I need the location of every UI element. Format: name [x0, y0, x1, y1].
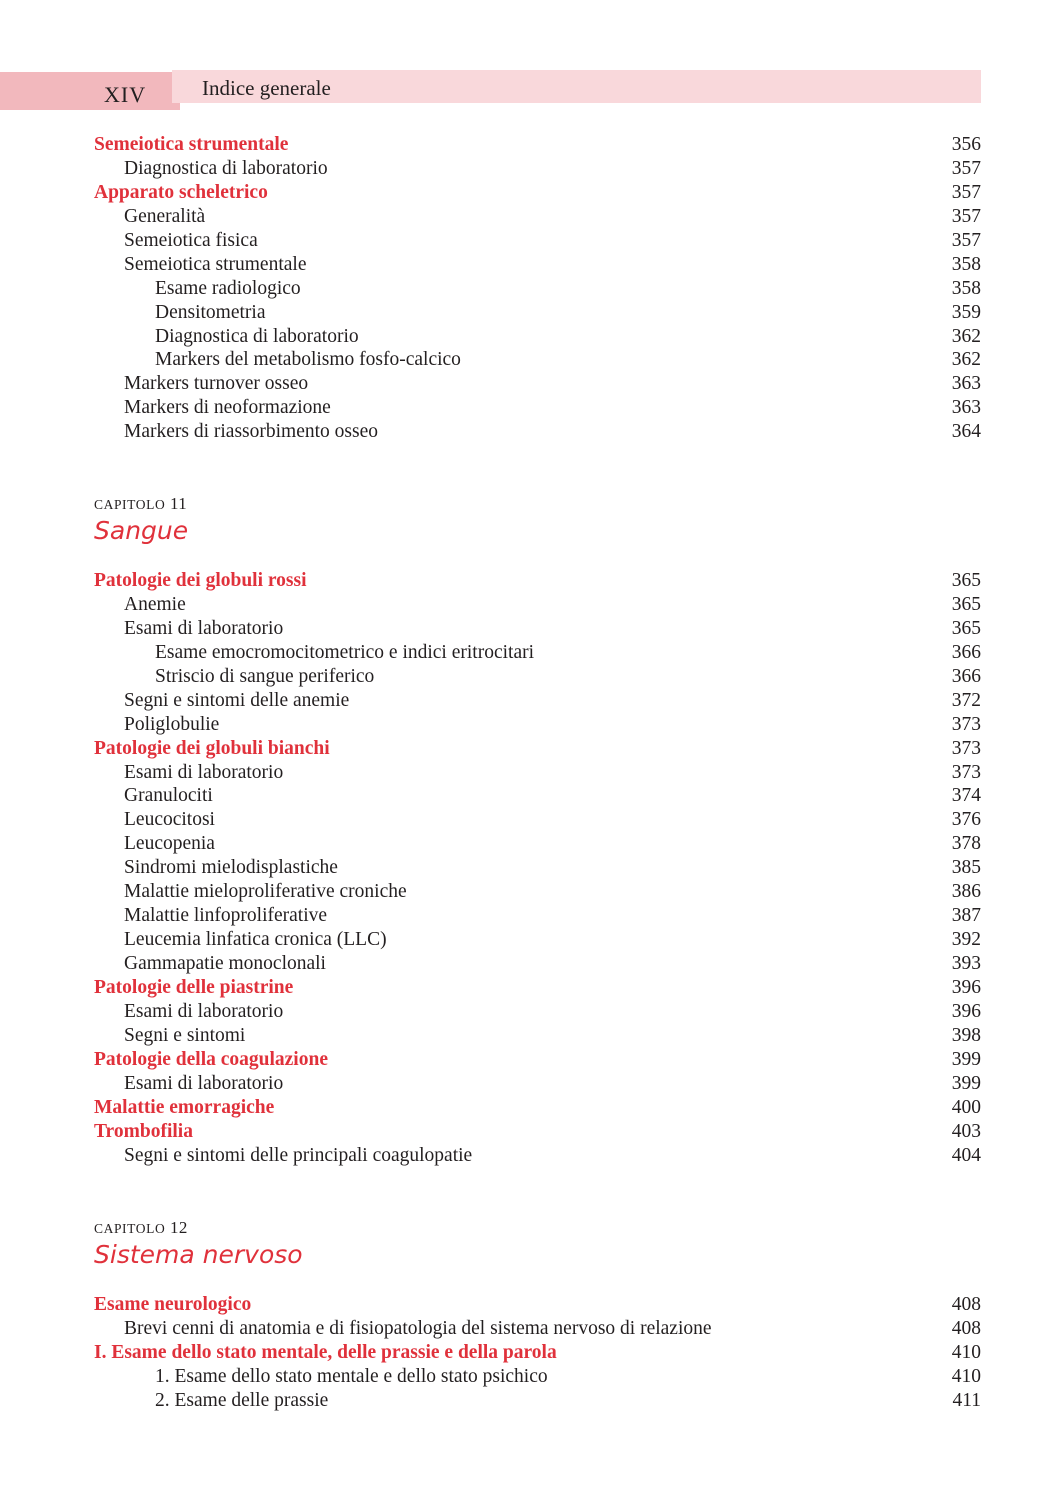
toc-entry-page: 396 — [951, 1000, 981, 1022]
chapter-11-label-word: CAPITOLO — [94, 497, 166, 512]
toc-entry-title: Patologie delle piastrine — [94, 976, 294, 998]
chapter-11-title: Sangue — [94, 516, 189, 545]
toc-entry[interactable] — [94, 1024, 981, 1048]
toc-entry[interactable] — [94, 832, 981, 856]
toc-entry-title: Gammapatie monoclonali — [124, 953, 326, 974]
toc-entry[interactable] — [94, 928, 981, 952]
toc-entry[interactable] — [94, 856, 981, 880]
toc-entry-page: 365 — [951, 570, 981, 591]
toc-entry-title: Striscio di sangue periferico — [155, 665, 375, 687]
toc-entry-title: Generalità — [124, 205, 206, 227]
toc-entry-page: 356 — [951, 134, 981, 155]
toc-entry-page: 357 — [951, 157, 981, 179]
toc-entry-title: Semeiotica fisica — [124, 229, 258, 251]
toc-entry[interactable] — [94, 229, 981, 253]
chapter-12-label — [94, 1217, 188, 1240]
toc-heading-entry[interactable] — [94, 1096, 981, 1120]
toc-entry-title: Leucemia linfatica cronica (LLC) — [124, 929, 387, 951]
toc-entry-page: 404 — [951, 1144, 981, 1166]
toc-section-top — [94, 133, 981, 444]
toc-entry[interactable] — [94, 420, 981, 444]
header-page-number: XIV — [104, 82, 147, 107]
toc-entry[interactable] — [94, 348, 981, 372]
toc-entry-title: Diagnostica di laboratorio — [124, 157, 328, 179]
toc-entry-title: Markers del metabolismo fosfo-calcico — [155, 349, 461, 371]
toc-entry-title: Semeiotica strumentale — [94, 134, 289, 155]
toc-entry-page: 399 — [951, 1072, 981, 1094]
toc-entry-title: Densitometria — [155, 301, 266, 323]
toc-heading-entry[interactable] — [94, 1293, 981, 1317]
toc-entry-title: Malattie emorragiche — [94, 1096, 275, 1118]
chapter-12-label-word: CAPITOLO — [94, 1221, 166, 1236]
toc-entry[interactable] — [94, 301, 981, 325]
toc-entry-page: 410 — [951, 1341, 981, 1363]
toc-entry[interactable] — [94, 904, 981, 928]
toc-entry[interactable] — [94, 689, 981, 713]
toc-entry-title: Trombofilia — [94, 1120, 193, 1142]
toc-entry[interactable] — [94, 1000, 981, 1024]
toc-entry-page: 408 — [951, 1294, 981, 1315]
chapter-12-label-number: 12 — [169, 1218, 188, 1237]
toc-entry-title: Esame neurologico — [94, 1294, 252, 1315]
toc-entry-title: Markers di neoformazione — [124, 397, 331, 419]
toc-entry-page: 362 — [951, 325, 981, 347]
toc-entry[interactable] — [94, 253, 981, 277]
toc-entry-page: 385 — [951, 857, 981, 879]
toc-entry-title: Segni e sintomi delle anemie — [124, 689, 350, 711]
toc-chapter-12 — [94, 1293, 981, 1413]
toc-entry-page: 372 — [951, 689, 981, 711]
toc-entry-title: Esame emocromocitometrico e indici eritrocitari — [155, 641, 535, 663]
toc-entry-page: 363 — [951, 373, 981, 395]
toc-entry[interactable] — [94, 1389, 981, 1413]
toc-entry-page: 410 — [951, 1365, 981, 1387]
toc-entry[interactable] — [94, 641, 981, 665]
toc-heading-entry[interactable] — [94, 976, 981, 1000]
toc-chapter-11 — [94, 569, 981, 1167]
toc-heading-entry[interactable] — [94, 1120, 981, 1144]
toc-entry[interactable] — [94, 617, 981, 641]
toc-entry-title: Malattie linfoproliferative — [124, 905, 328, 927]
toc-heading-entry[interactable] — [94, 569, 981, 593]
toc-entry[interactable] — [94, 784, 981, 808]
toc-entry[interactable] — [94, 372, 981, 396]
toc-entry-title: Patologie dei globuli rossi — [94, 570, 307, 591]
toc-entry-page: 363 — [951, 397, 981, 419]
toc-entry[interactable] — [94, 325, 981, 349]
toc-entry-title: Markers turnover osseo — [124, 373, 309, 395]
toc-entry-page: 357 — [951, 205, 981, 227]
toc-entry-title: Esami di laboratorio — [124, 1072, 284, 1094]
toc-entry[interactable] — [94, 1144, 981, 1168]
toc-entry-page: 365 — [951, 617, 981, 639]
header-band-left — [0, 72, 180, 110]
toc-entry-title: Granulociti — [124, 785, 213, 807]
toc-entry-page: 392 — [951, 929, 981, 951]
toc-entry-page: 357 — [951, 229, 981, 251]
toc-entry-title: Apparato scheletrico — [94, 181, 268, 203]
toc-entry-title: Esami di laboratorio — [124, 1000, 284, 1022]
toc-entry[interactable] — [94, 396, 981, 420]
toc-entry-title: Anemie — [124, 593, 186, 615]
toc-entry[interactable] — [94, 205, 981, 229]
toc-heading-entry[interactable] — [94, 1048, 981, 1072]
toc-entry-title: Leucopenia — [124, 833, 215, 855]
toc-entry-page: 366 — [951, 641, 981, 663]
chapter-12-title: Sistema nervoso — [94, 1240, 303, 1269]
toc-entry-title: Esami di laboratorio — [124, 761, 284, 783]
toc-entry-page: 358 — [951, 253, 981, 275]
toc-entry-title: Segni e sintomi delle principali coagulopatie — [124, 1144, 473, 1166]
toc-entry-title: I. Esame dello stato mentale, delle prassie e della parola — [94, 1341, 557, 1363]
toc-entry-page: 400 — [951, 1096, 981, 1118]
toc-entry-title: Leucocitosi — [124, 809, 215, 831]
toc-heading-entry[interactable] — [94, 1341, 981, 1365]
toc-entry[interactable] — [94, 665, 981, 689]
toc-entry-title: Patologie dei globuli bianchi — [94, 737, 330, 759]
toc-entry-page: 373 — [951, 713, 981, 735]
toc-entry[interactable] — [94, 1317, 981, 1341]
toc-entry-page: 357 — [951, 181, 981, 203]
chapter-11-label — [94, 493, 187, 516]
toc-entry-page: 362 — [951, 349, 981, 371]
toc-entry-title: Semeiotica strumentale — [124, 253, 307, 275]
toc-entry[interactable] — [94, 1072, 981, 1096]
toc-entry-title: Segni e sintomi — [124, 1024, 246, 1046]
toc-heading-entry[interactable] — [94, 181, 981, 205]
toc-entry-title: Sindromi mielodisplastiche — [124, 857, 338, 879]
toc-entry-title: Esami di laboratorio — [124, 617, 284, 639]
toc-entry-page: 387 — [951, 905, 981, 927]
toc-entry-page: 386 — [951, 881, 981, 903]
toc-entry-page: 374 — [951, 785, 981, 807]
header-title: Indice generale — [202, 76, 331, 100]
toc-entry-title: Diagnostica di laboratorio — [155, 325, 359, 347]
toc-entry[interactable] — [94, 157, 981, 181]
toc-entry-title: 2. Esame delle prassie — [155, 1389, 329, 1411]
toc-entry-title: Markers di riassorbimento osseo — [124, 421, 378, 443]
toc-entry-page: 365 — [951, 593, 981, 615]
toc-entry-page: 411 — [952, 1389, 981, 1411]
toc-entry-title: 1. Esame dello stato mentale e dello stato psichico — [155, 1365, 548, 1387]
toc-entry-page: 393 — [951, 953, 981, 974]
toc-entry[interactable] — [94, 761, 981, 785]
toc-entry-page: 373 — [951, 761, 981, 783]
toc-entry-page: 359 — [951, 301, 981, 323]
toc-heading-entry[interactable] — [94, 737, 981, 761]
toc-entry[interactable] — [94, 952, 981, 976]
toc-entry-title: Malattie mieloproliferative croniche — [124, 881, 407, 903]
toc-entry-page: 376 — [951, 809, 981, 831]
toc-entry-title: Patologie della coagulazione — [94, 1048, 328, 1070]
toc-entry[interactable] — [94, 713, 981, 737]
toc-entry-page: 399 — [951, 1048, 981, 1070]
toc-entry[interactable] — [94, 1365, 981, 1389]
toc-entry-page: 378 — [951, 833, 981, 855]
toc-entry-page: 358 — [951, 277, 981, 299]
toc-entry-page: 398 — [951, 1024, 981, 1046]
toc-entry[interactable] — [94, 880, 981, 904]
toc-heading-entry[interactable] — [94, 133, 981, 157]
toc-entry-page: 403 — [951, 1120, 981, 1142]
toc-entry-page: 366 — [951, 665, 981, 687]
toc-entry-title: Esame radiologico — [155, 277, 301, 299]
toc-entry[interactable] — [94, 593, 981, 617]
chapter-11-label-number: 11 — [169, 494, 188, 513]
toc-entry[interactable] — [94, 277, 981, 301]
toc-entry-page: 364 — [951, 421, 981, 443]
toc-entry-title: Brevi cenni di anatomia e di fisiopatologia del sistema nervoso di relazione — [124, 1317, 712, 1339]
toc-entry-page: 396 — [951, 976, 981, 998]
toc-entry[interactable] — [94, 808, 981, 832]
toc-entry-page: 408 — [951, 1317, 981, 1339]
toc-entry-page: 373 — [951, 737, 981, 759]
toc-entry-title: Poliglobulie — [124, 713, 220, 735]
